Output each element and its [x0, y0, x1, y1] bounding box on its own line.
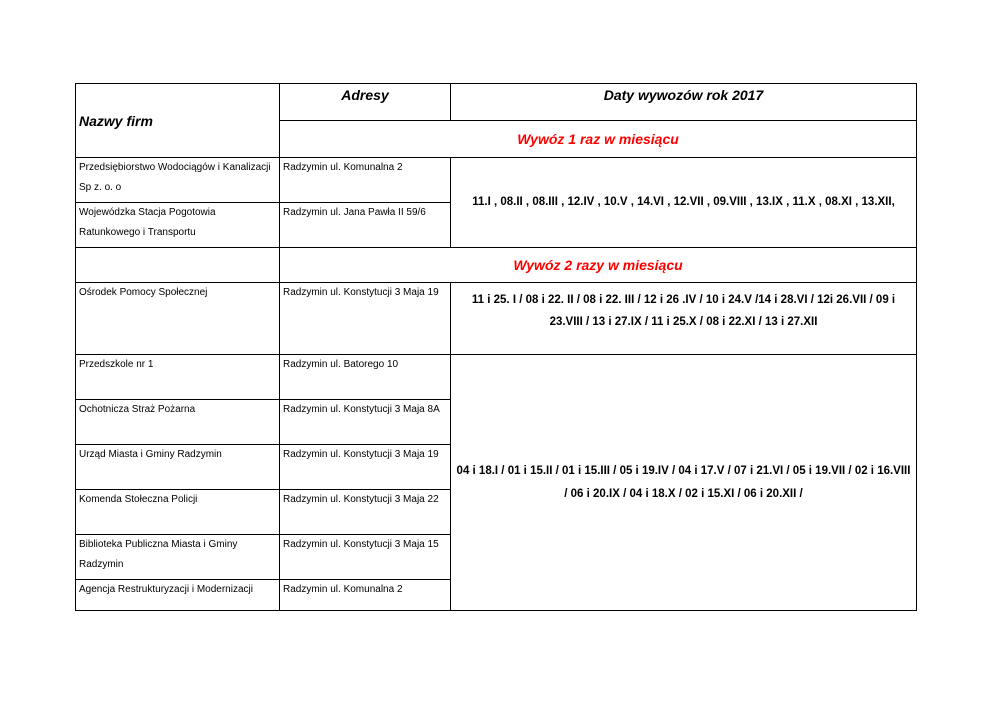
- company-name: Przedszkole nr 1: [79, 359, 154, 370]
- table-row-address: [280, 355, 451, 400]
- company-name: Ochotnicza Straż Pożarna: [79, 404, 196, 415]
- header-company-names: Nazwy firm: [76, 84, 280, 158]
- company-name: Biblioteka Publiczna Miasta i Gminy Radzymin: [79, 539, 238, 570]
- table-row-name: [76, 445, 280, 490]
- table-row-name: [76, 400, 280, 445]
- table-row-address: [280, 445, 451, 490]
- company-name: Agencja Restrukturyzacji i Modernizacji: [79, 584, 253, 595]
- company-address: Radzymin ul. Konstytucji 3 Maja 19: [283, 287, 439, 298]
- table-row-name: [76, 535, 280, 580]
- company-address: Radzymin ul. Komunalna 2: [283, 584, 403, 595]
- company-name: Wojewódzka Stacja Pogotowia Ratunkowego i Transportu: [79, 207, 216, 238]
- company-address: Radzymin ul. Konstytucji 3 Maja 8A: [283, 404, 440, 415]
- table-row-address: [280, 580, 451, 611]
- dates-twice-monthly-b: 04 i 18.I / 01 i 15.II / 01 i 15.III / 05 i 19.IV / 04 i 17.V / 07 i 21.VI / 05 i 19.VII / 02 i 16.VIII / 06 i 20.IX / 04 i 18.X / 02 i 15.XI / 06 i 20.XII /: [451, 355, 917, 611]
- table-row-name: [76, 158, 280, 203]
- table-row-address: [280, 400, 451, 445]
- section-title-twice-monthly: Wywóz 2 razy w miesiącu: [280, 248, 917, 283]
- table-row-address: [280, 283, 451, 355]
- section-title-once-monthly: Wywóz 1 raz w miesiącu: [280, 121, 917, 158]
- table-row-address: [280, 158, 451, 203]
- table-row-name: [76, 580, 280, 611]
- table-row-address: [280, 535, 451, 580]
- company-address: Radzymin ul. Konstytucji 3 Maja 15: [283, 539, 439, 550]
- dates-once-monthly: 11.I , 08.II , 08.III , 12.IV , 10.V , 14.VI , 12.VII , 09.VIII , 13.IX , 11.X , 08.XI , 13.XII,: [451, 158, 917, 248]
- header-collection-dates: Daty wywozów rok 2017: [451, 84, 917, 121]
- table-row-name: [76, 355, 280, 400]
- waste-collection-table: [75, 83, 917, 611]
- header-addresses: Adresy: [280, 84, 451, 121]
- empty-cell: [76, 248, 280, 283]
- table-row-name: [76, 283, 280, 355]
- company-address: Radzymin ul. Konstytucji 3 Maja 19: [283, 449, 439, 460]
- company-name: Przedsiębiorstwo Wodociągów i Kanalizacji Sp z. o. o: [79, 162, 271, 193]
- table-row-name: [76, 490, 280, 535]
- dates-twice-monthly-a: 11 i 25. I / 08 i 22. II / 08 i 22. III / 12 i 26 .IV / 10 i 24.V /14 i 28.VI / 12i 26.VII / 09 i 23.VIII / 13 i 27.IX / 11 i 25.X / 08 i 22.XI / 13 i 27.XII: [451, 283, 917, 355]
- table-row-name: [76, 203, 280, 248]
- company-name: Komenda Stołeczna Policji: [79, 494, 198, 505]
- company-name: Ośrodek Pomocy Społecznej: [79, 287, 208, 298]
- company-address: Radzymin ul. Jana Pawła II 59/6: [283, 207, 426, 218]
- company-address: Radzymin ul. Konstytucji 3 Maja 22: [283, 494, 439, 505]
- company-name: Urząd Miasta i Gminy Radzymin: [79, 449, 222, 460]
- company-address: Radzymin ul. Komunalna 2: [283, 162, 403, 173]
- company-address: Radzymin ul. Batorego 10: [283, 359, 399, 370]
- table-row-address: [280, 203, 451, 248]
- table-row-address: [280, 490, 451, 535]
